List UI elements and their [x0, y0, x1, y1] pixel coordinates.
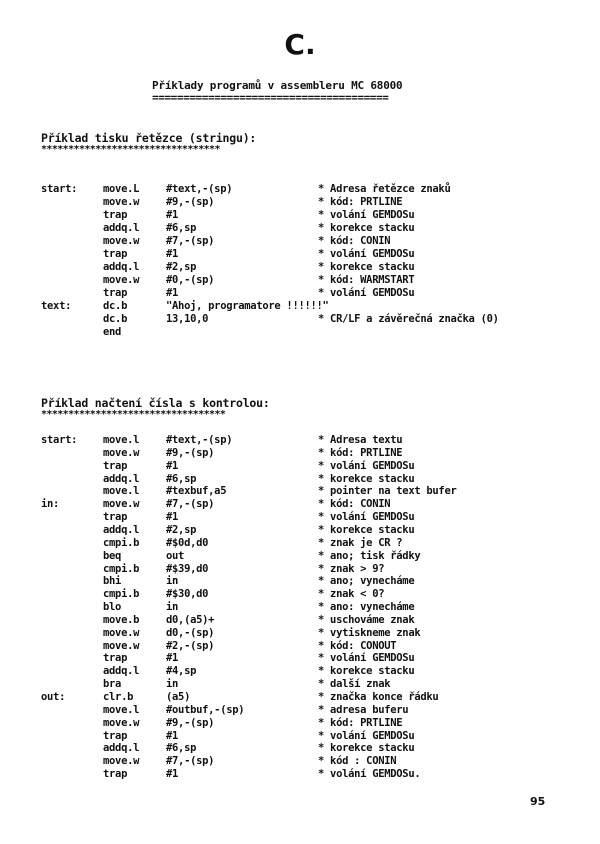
code-comment: * korekce stacku [318, 665, 415, 678]
code-instruction: cmpi.b [103, 536, 140, 549]
code-operand: #1 [166, 459, 179, 472]
code-instruction: move.w [103, 498, 140, 511]
code-comment: * znak < 0? [318, 588, 385, 601]
code-comment: * kód: WARMSTART [318, 274, 415, 286]
code-operand: "Ahoj, programatore !!!!!!" [166, 300, 329, 312]
code-operand: #text,-(sp) [166, 434, 233, 446]
code-line [0, 742, 600, 755]
code-comment: * ano; tisk řádky [318, 549, 421, 562]
code-operand: #7,-(sp) [166, 498, 215, 511]
code-line [0, 588, 600, 601]
code-operand: (a5) [166, 691, 191, 703]
code-comment: * korekce stacku [318, 742, 415, 755]
code-comment: * volání GEMDOSu [318, 652, 415, 665]
code-instruction: move.l [103, 434, 140, 446]
code-operand: #6,sp [166, 222, 197, 234]
code-operand: #9,-(sp) [166, 716, 215, 729]
code-comment: * značka konce řádku [318, 691, 439, 703]
code-operand: #outbuf,-(sp) [166, 703, 245, 716]
section-title: Příklad načtení čísla s kontrolou: [41, 396, 270, 410]
code-line [0, 524, 600, 537]
code-operand: #7,-(sp) [166, 235, 215, 247]
code-operand: in [166, 575, 179, 588]
code-operand: #1 [166, 768, 179, 781]
code-instruction: move.w [103, 446, 140, 459]
code-instruction: trap [103, 459, 128, 472]
code-operand: #6,sp [166, 742, 197, 755]
code-line [0, 300, 600, 313]
code-comment: * ano; vynecháme [318, 575, 415, 588]
code-line [0, 511, 600, 524]
code-label: start: [41, 183, 78, 195]
code-operand: #1 [166, 209, 179, 221]
code-operand: #1 [166, 287, 179, 299]
code-comment: * pointer na text bufer [318, 485, 457, 498]
code-instruction: dc.b [103, 300, 128, 312]
code-operand: d0,(a5)+ [166, 613, 215, 626]
code-line [0, 678, 600, 691]
code-line [0, 261, 600, 274]
code-instruction: move.b [103, 613, 140, 626]
code-line [0, 460, 600, 473]
code-line [0, 730, 600, 743]
code-line [0, 183, 600, 196]
code-operand: #$30,d0 [166, 588, 209, 601]
code-line [0, 196, 600, 209]
code-comment: * znak > 9? [318, 562, 385, 575]
code-instruction: addq.l [103, 523, 140, 536]
code-comment: * volání GEMDOSu [318, 459, 415, 472]
code-operand: #1 [166, 729, 179, 742]
code-operand: d0,-(sp) [166, 626, 215, 639]
code-line [0, 563, 600, 576]
title-underline: ====================================== [152, 91, 389, 104]
code-comment: * korekce stacku [318, 523, 415, 536]
code-comment: * CR/LF a závěrečná značka (0) [318, 313, 499, 325]
code-line [0, 313, 600, 326]
code-comment: * volání GEMDOSu [318, 248, 415, 260]
code-instruction: addq.l [103, 665, 140, 678]
code-instruction: move.w [103, 626, 140, 639]
code-label: out: [41, 691, 66, 703]
code-instruction: addq.l [103, 261, 140, 273]
code-line [0, 652, 600, 665]
code-instruction: clr.b [103, 691, 134, 703]
code-comment: * volání GEMDOSu [318, 209, 415, 221]
code-operand: #7,-(sp) [166, 755, 215, 768]
code-instruction: move.w [103, 196, 140, 208]
code-operand: #1 [166, 652, 179, 665]
code-comment: * volání GEMDOSu [318, 729, 415, 742]
code-instruction: addq.l [103, 742, 140, 755]
code-line [0, 248, 600, 261]
code-comment: * Adresa řetězce znaků [318, 183, 451, 195]
code-instruction: move.w [103, 716, 140, 729]
code-operand: in [166, 601, 179, 614]
code-comment: * kód: CONIN [318, 498, 391, 511]
code-operand: 13,10,0 [166, 313, 209, 325]
code-comment: * volání GEMDOSu. [318, 768, 421, 781]
code-line [0, 704, 600, 717]
code-instruction: move.w [103, 755, 140, 768]
code-line [0, 537, 600, 550]
code-operand: #1 [166, 248, 179, 260]
code-operand: #text,-(sp) [166, 183, 233, 195]
code-line [0, 326, 600, 339]
code-operand: #$39,d0 [166, 562, 209, 575]
code-comment: * Adresa textu [318, 434, 403, 446]
code-instruction: move.l [103, 703, 140, 716]
code-operand: #9,-(sp) [166, 446, 215, 459]
code-line [0, 691, 600, 704]
code-instruction: trap [103, 287, 128, 299]
code-line [0, 640, 600, 653]
code-comment: * uschováme znak [318, 613, 415, 626]
code-comment: * kód: CONOUT [318, 639, 397, 652]
code-comment: * vytiskneme znak [318, 626, 421, 639]
code-line [0, 768, 600, 781]
section-stars-divider: ********************************** [41, 409, 226, 420]
code-line [0, 498, 600, 511]
code-operand: out [166, 549, 185, 562]
code-line [0, 485, 600, 498]
code-line [0, 717, 600, 730]
code-instruction: addq.l [103, 472, 140, 485]
code-instruction: trap [103, 248, 128, 260]
code-operand: #texbuf,a5 [166, 485, 227, 498]
code-instruction: cmpi.b [103, 588, 140, 601]
code-line [0, 235, 600, 248]
code-line [0, 473, 600, 486]
code-instruction: trap [103, 511, 128, 524]
code-instruction: blo [103, 601, 122, 614]
code-operand: #4,sp [166, 665, 197, 678]
code-line [0, 274, 600, 287]
code-label: in: [41, 498, 60, 511]
code-instruction: move.w [103, 235, 140, 247]
code-operand: #6,sp [166, 472, 197, 485]
code-line [0, 601, 600, 614]
code-instruction: dc.b [103, 313, 128, 325]
code-instruction: move.w [103, 274, 140, 286]
code-comment: * adresa buferu [318, 703, 409, 716]
code-operand: in [166, 678, 179, 691]
code-line [0, 447, 600, 460]
code-instruction: end [103, 326, 122, 338]
code-line [0, 287, 600, 300]
code-label: start: [41, 434, 78, 446]
code-line [0, 614, 600, 627]
code-operand: #$0d,d0 [166, 536, 209, 549]
code-line [0, 434, 600, 447]
code-instruction: trap [103, 209, 128, 221]
code-instruction: move.w [103, 639, 140, 652]
code-comment: * znak je CR ? [318, 536, 403, 549]
code-line [0, 222, 600, 235]
chapter-letter: C. [284, 28, 316, 61]
section-stars-divider: ********************************* [41, 144, 220, 155]
code-operand: #9,-(sp) [166, 196, 215, 208]
code-instruction: trap [103, 652, 128, 665]
page-number: 95 [530, 795, 546, 808]
code-line [0, 627, 600, 640]
code-line [0, 665, 600, 678]
code-comment: * kód: PRTLINE [318, 196, 403, 208]
code-comment: * kód: PRTLINE [318, 446, 403, 459]
code-comment: * korekce stacku [318, 472, 415, 485]
code-operand: #2,sp [166, 261, 197, 273]
code-instruction: trap [103, 768, 128, 781]
code-operand: #1 [166, 511, 179, 524]
code-operand: #0,-(sp) [166, 274, 215, 286]
code-instruction: beq [103, 549, 122, 562]
code-instruction: cmpi.b [103, 562, 140, 575]
code-comment: * korekce stacku [318, 222, 415, 234]
code-instruction: addq.l [103, 222, 140, 234]
section-title: Příklad tisku řetězce (stringu): [41, 131, 257, 145]
code-operand: #2,sp [166, 523, 197, 536]
code-operand: #2,-(sp) [166, 639, 215, 652]
code-comment: * volání GEMDOSu [318, 287, 415, 299]
code-line [0, 755, 600, 768]
code-instruction: move.l [103, 485, 140, 498]
code-line [0, 575, 600, 588]
code-line [0, 209, 600, 222]
code-comment: * volání GEMDOSu [318, 511, 415, 524]
code-instruction: trap [103, 729, 128, 742]
code-comment: * kód: CONIN [318, 235, 391, 247]
page-title: Příklady programů v assembleru MC 68000 [152, 79, 403, 92]
code-label: text: [41, 300, 72, 312]
code-comment: * kód : CONIN [318, 755, 397, 768]
code-comment: * kód: PRTLINE [318, 716, 403, 729]
code-instruction: move.L [103, 183, 140, 195]
code-comment: * ano: vynecháme [318, 601, 415, 614]
code-comment: * další znak [318, 678, 391, 691]
code-comment: * korekce stacku [318, 261, 415, 273]
code-instruction: bhi [103, 575, 122, 588]
code-line [0, 550, 600, 563]
code-instruction: bra [103, 678, 122, 691]
